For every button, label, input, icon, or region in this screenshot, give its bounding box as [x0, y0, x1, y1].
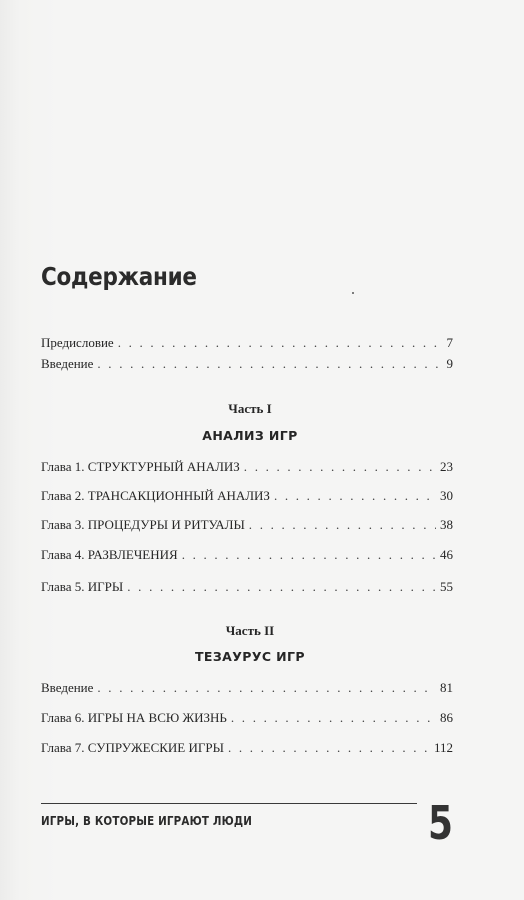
- toc-entry-label: Глава 4. РАЗВЛЕЧЕНИЯ: [41, 547, 178, 562]
- toc-entry-introduction-part-2: [41, 679, 453, 697]
- print-speck: [352, 292, 354, 294]
- dot-leader: [118, 334, 443, 352]
- dot-leader: [274, 487, 436, 505]
- toc-entry-chapter-3: [41, 516, 453, 534]
- toc-entry-page: 46: [440, 547, 453, 562]
- part-title: ТЕЗАУРУС ИГР: [195, 649, 305, 664]
- toc-entry-page: 38: [440, 517, 453, 532]
- toc-entry-chapter-1: [41, 458, 453, 476]
- part-label: Часть II: [225, 623, 275, 638]
- toc-entry-introduction: [41, 355, 453, 373]
- toc-entry-chapter-5: [41, 578, 453, 596]
- contents-heading: Содержание: [41, 262, 197, 291]
- toc-entry-page: 23: [440, 459, 453, 474]
- toc-entry-chapter-2: [41, 487, 453, 505]
- dot-leader: [231, 709, 436, 727]
- dot-leader: [127, 578, 436, 596]
- toc-entry-page: 55: [440, 579, 453, 594]
- toc-entry-preface: [41, 334, 453, 352]
- toc-entry-page: 81: [440, 680, 453, 695]
- dot-leader: [244, 458, 436, 476]
- dot-leader: [97, 355, 442, 373]
- dot-leader: [97, 679, 436, 697]
- toc-entry-label: Введение: [41, 356, 94, 371]
- toc-entry-label: Глава 7. СУПРУЖЕСКИЕ ИГРЫ: [41, 740, 224, 755]
- part-title: АНАЛИЗ ИГР: [202, 428, 298, 443]
- dot-leader: [228, 739, 430, 757]
- part-label: Часть I: [228, 401, 272, 416]
- dot-leader: [249, 516, 436, 534]
- footer-rule: [41, 803, 417, 804]
- toc-entry-page: 30: [440, 488, 453, 503]
- toc-entry-label: Глава 1. СТРУКТУРНЫЙ АНАЛИЗ: [41, 459, 240, 474]
- toc-entry-chapter-7: [41, 739, 453, 757]
- toc-entry-label: Глава 2. ТРАНСАКЦИОННЫЙ АНАЛИЗ: [41, 488, 270, 503]
- toc-entry-label: Предисловие: [41, 335, 114, 350]
- toc-entry-label: Глава 6. ИГРЫ НА ВСЮ ЖИЗНЬ: [41, 710, 227, 725]
- toc-entry-label: Глава 5. ИГРЫ: [41, 579, 124, 594]
- toc-entry-chapter-4: [41, 546, 453, 564]
- folio-page-number: 5: [428, 796, 453, 850]
- dot-leader: [182, 546, 436, 564]
- toc-entry-page: 7: [446, 335, 453, 350]
- toc-entry-page: 9: [446, 356, 453, 371]
- toc-entry-label: Введение: [41, 680, 94, 695]
- running-footer-title: ИГРЫ, В КОТОРЫЕ ИГРАЮТ ЛЮДИ: [41, 814, 253, 828]
- toc-entry-chapter-6: [41, 709, 453, 727]
- toc-entry-page: 86: [440, 710, 453, 725]
- toc-entry-label: Глава 3. ПРОЦЕДУРЫ И РИТУАЛЫ: [41, 517, 245, 532]
- toc-entry-page: 112: [433, 740, 453, 755]
